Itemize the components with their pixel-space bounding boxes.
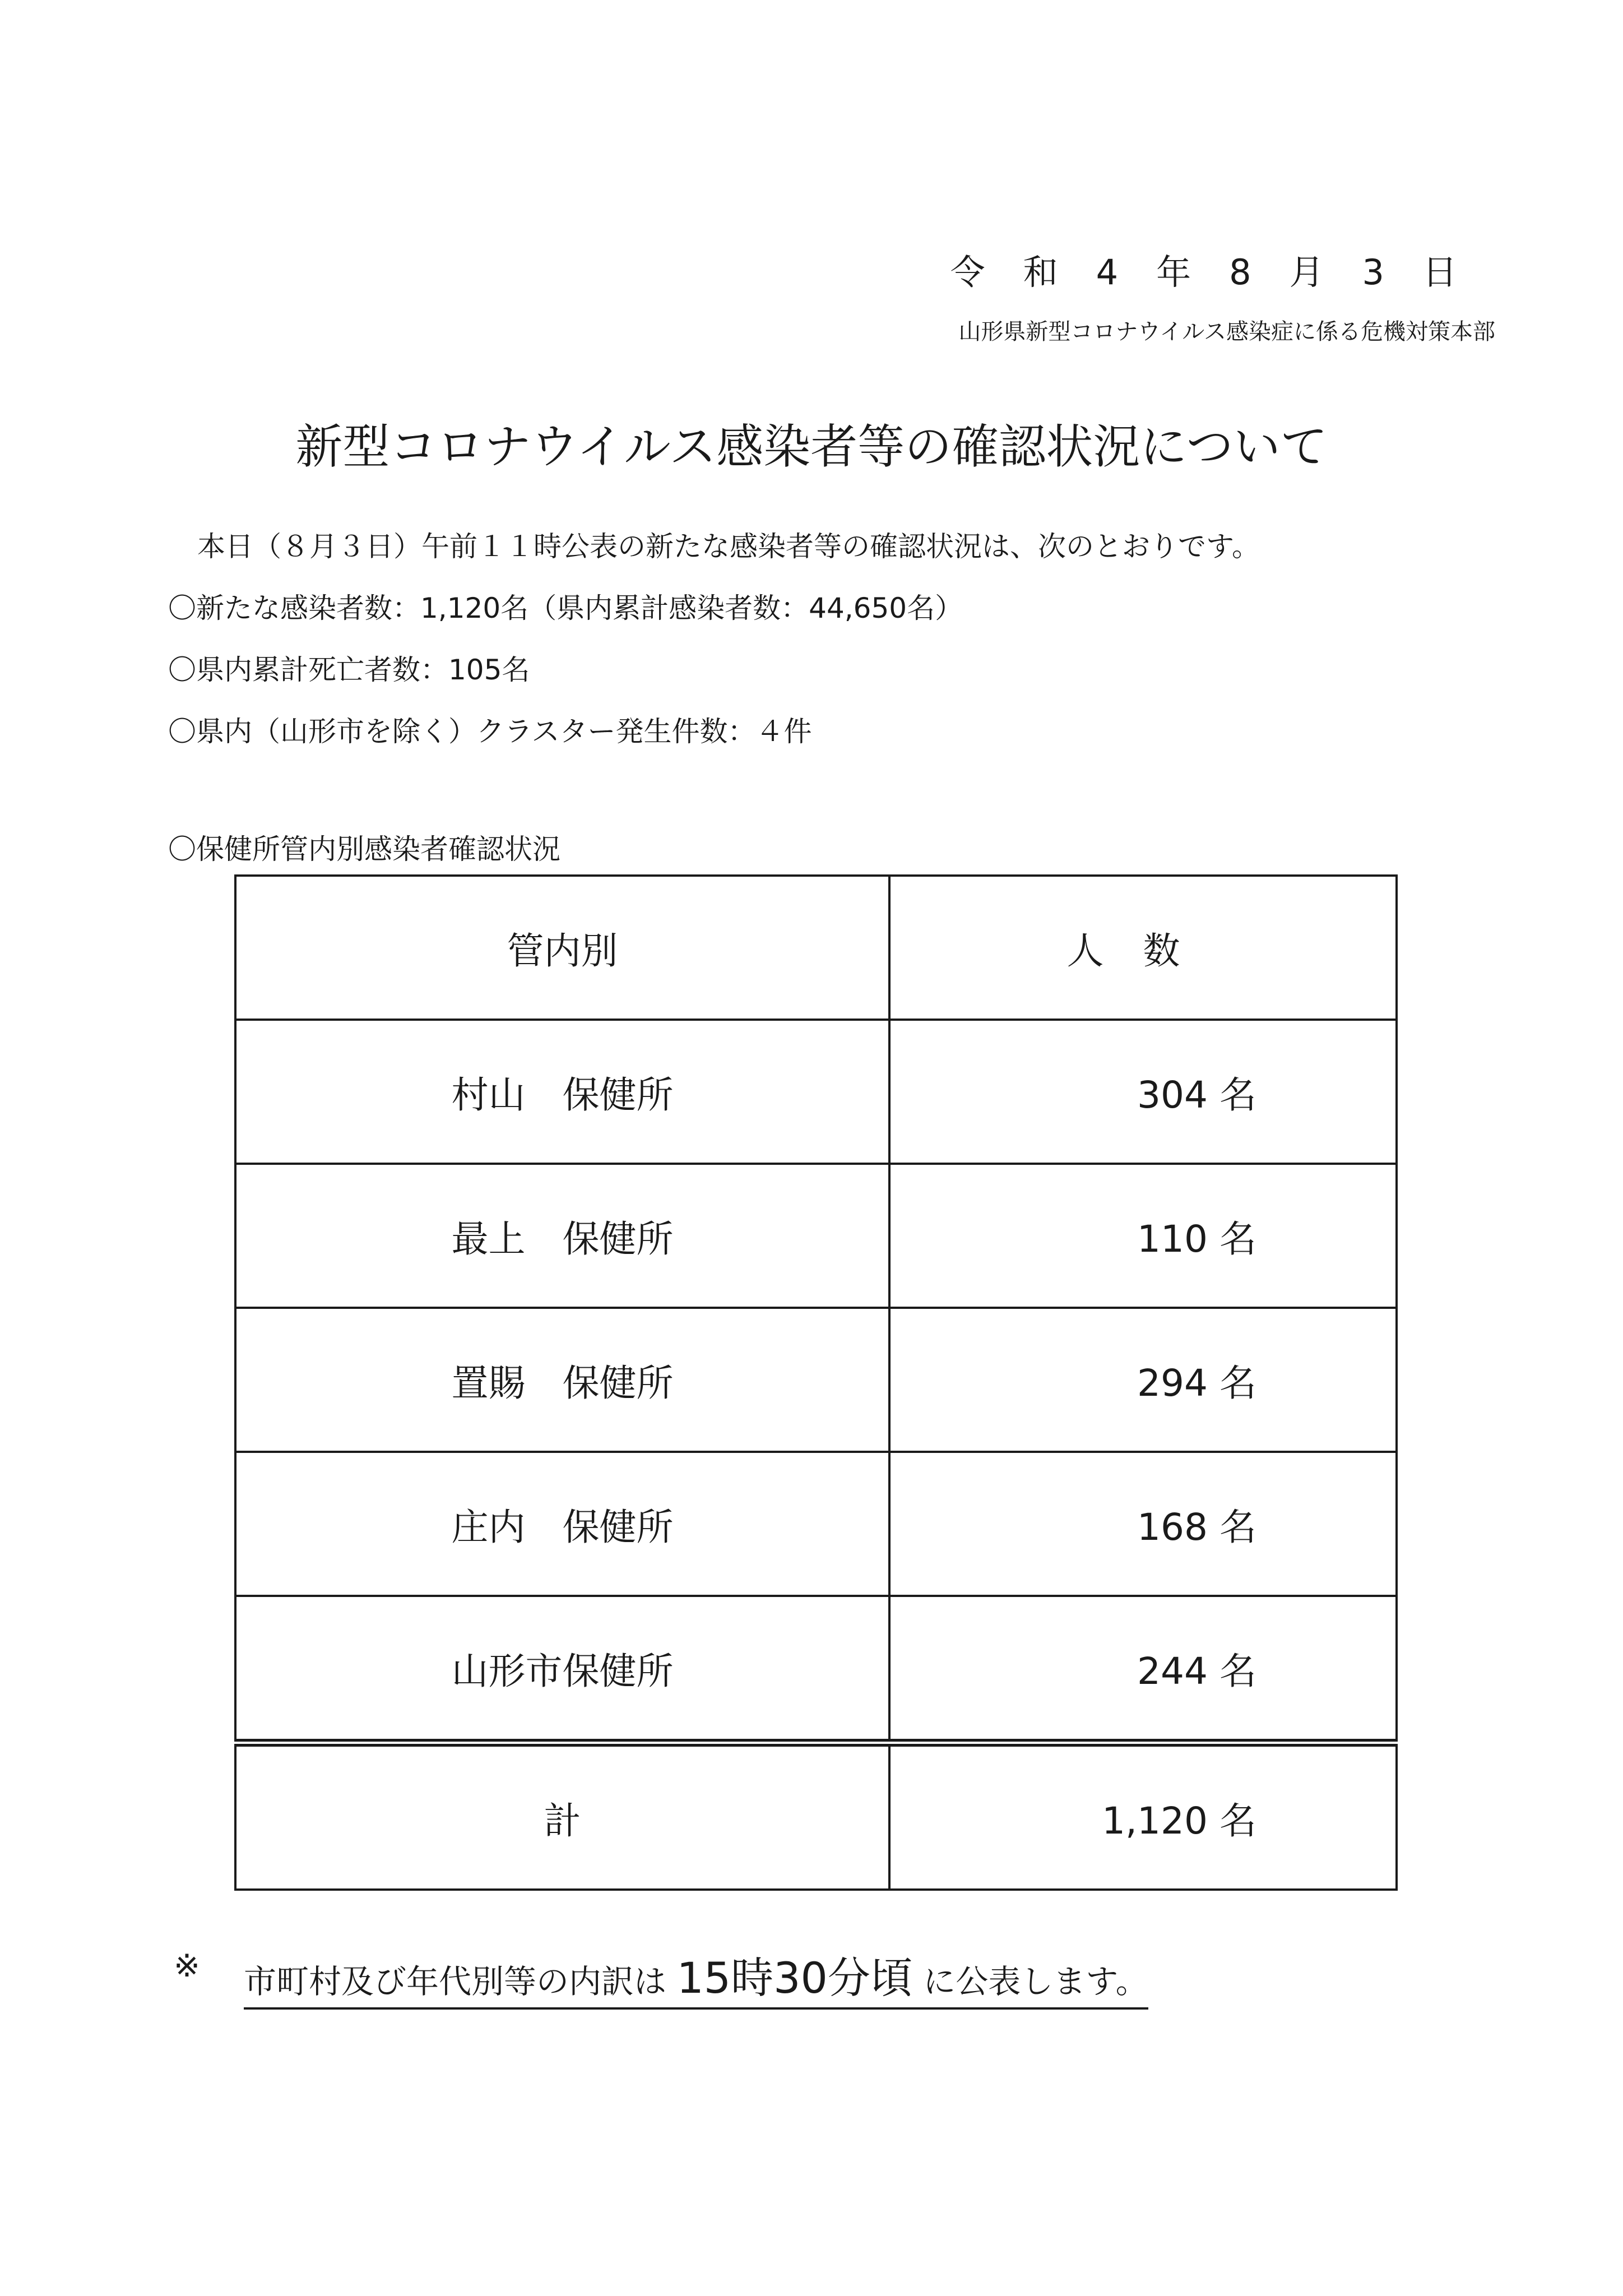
- clusters-line: 〇県内（山形市を除く）クラスター発生件数：４件: [168, 715, 812, 748]
- note-text-before: 市町村及び年代別等の内訳は: [244, 1962, 677, 2001]
- district-name: 村山 保健所: [235, 1020, 889, 1164]
- case-count: 294 名: [889, 1308, 1397, 1452]
- health-center-table: [234, 874, 1398, 1891]
- document-title: 新型コロナウイルス感染者等の確認状況について: [295, 419, 1328, 474]
- new-cases-line: 〇新たな感染者数：1,120名（県内累計感染者数：44,650名）: [168, 592, 963, 624]
- note-text-after: に公表します。: [912, 1962, 1148, 2001]
- table-caption: 〇保健所管内別感染者確認状況: [168, 833, 560, 865]
- district-name: 置賜 保健所: [235, 1308, 889, 1452]
- issuing-organization: 山形県新型コロナウイルス感染症に係る危機対策本部: [958, 319, 1495, 345]
- case-count: 244 名: [889, 1596, 1397, 1743]
- total-count: 1,120 名: [889, 1743, 1397, 1890]
- table-row: [235, 1452, 1397, 1596]
- case-count: 110 名: [889, 1164, 1397, 1308]
- table-row: [235, 1308, 1397, 1452]
- table-header-row: [235, 876, 1397, 1020]
- table-total-row: [235, 1743, 1397, 1890]
- district-name: 最上 保健所: [235, 1164, 889, 1308]
- note-release-time: 15時30分頃: [676, 1953, 913, 2003]
- header-count: 人数: [889, 876, 1397, 1020]
- deaths-line: 〇県内累計死亡者数：105名: [168, 654, 530, 686]
- district-name: 山形市保健所: [235, 1596, 889, 1743]
- table-row: [235, 1164, 1397, 1308]
- total-label: 計: [235, 1743, 889, 1890]
- district-name: 庄内 保健所: [235, 1452, 889, 1596]
- header-district: 管内別: [235, 876, 889, 1020]
- release-note: [244, 1944, 1148, 2010]
- table-row: [235, 1020, 1397, 1164]
- intro-text: 本日（８月３日）午前１１時公表の新たな感染者等の確認状況は、次のとおりです。: [197, 530, 1260, 563]
- table-row: [235, 1596, 1397, 1743]
- case-count: 304 名: [889, 1020, 1397, 1164]
- case-count: 168 名: [889, 1452, 1397, 1596]
- note-mark: ※: [174, 1948, 200, 1984]
- issue-date: 令和4年8月3日: [950, 252, 1495, 293]
